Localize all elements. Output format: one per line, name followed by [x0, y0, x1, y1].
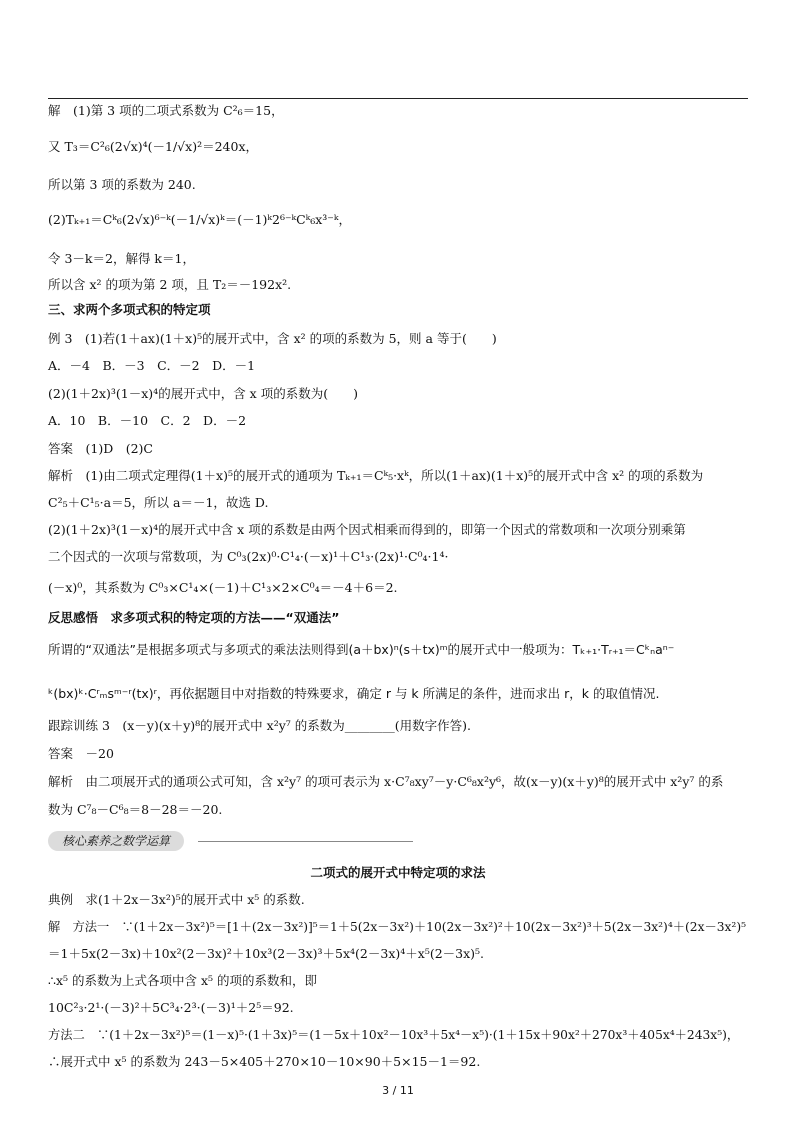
banner-rule: [198, 841, 413, 842]
page-number: 3 / 11: [382, 1084, 414, 1097]
method1-line-4: 10C²₃·2¹·(－3)²＋5C³₄·2³·(－3)¹＋2⁵＝92.: [48, 1000, 294, 1015]
document-page: [48, 0, 748, 1122]
solution-line-3: 所以第 3 项的系数为 240.: [48, 177, 196, 192]
example3-question-2: (2)(1＋2x)³(1－x)⁴的展开式中，含 x 项的系数为( ): [48, 386, 358, 401]
solution-line-4: (2)Tₖ₊₁＝Cᵏ₆(2√x)⁶⁻ᵏ(－1/√x)ᵏ＝(－1)ᵏ2⁶⁻ᵏCᵏ₆x³⁻ᵏ，: [48, 212, 351, 227]
example3-question-1: 例 3 (1)若(1＋ax)(1＋x)⁵的展开式中，含 x² 的项的系数为 5，则 a 等于( ): [48, 331, 497, 346]
core-literacy-banner: 核心素养之数学运算: [48, 831, 184, 851]
practice3-analysis-2: 数为 C⁷₈－C⁶₈＝8－28＝－20.: [48, 802, 223, 817]
special-title: 二项式的展开式中特定项的求法: [310, 865, 486, 880]
practice3-analysis-1: 解析 由二项展开式的通项公式可知，含 x²y⁷ 的项可表示为 x·C⁷₈xy⁷－y·C⁶₈x²y⁶，故(x－y)(x＋y)⁸的展开式中 x²y⁷ 的系: [48, 774, 724, 789]
reflection-body-2: ᵏ(bx)ᵏ·Cʳₘsᵐ⁻ʳ(tx)ʳ，再依据题目中对指数的特殊要求，确定 r 与 k 所满足的条件，进而求出 r，k 的取值情况.: [48, 686, 660, 701]
method1-line-2: ＝1＋5x(2－3x)＋10x²(2－3x)²＋10x³(2－3x)³＋5x⁴(2－3x)⁴＋x⁵(2－3x)⁵.: [48, 946, 485, 961]
example3-analysis-1: 解析 (1)由二项式定理得(1＋x)⁵的展开式的通项为 Tₖ₊₁＝Cᵏ₅·xᵏ，所以(1＋ax)(1＋x)⁵的展开式中含 x² 的项的系数为: [48, 468, 704, 483]
solution-line-2: 又 T₃＝C²₆(2√x)⁴(－1/√x)²＝240x，: [48, 139, 258, 154]
example3-options-2: A．10 B．－10 C．2 D．－2: [48, 413, 247, 428]
example3-analysis-2: C²₅＋C¹₅·a＝5，所以 a＝－1，故选 D.: [48, 495, 269, 510]
solution-line-5: 令 3－k＝2，解得 k＝1，: [48, 251, 195, 266]
practice3-question: 跟踪训练 3 (x－y)(x＋y)⁸的展开式中 x²y⁷ 的系数为________(用数字作答).: [48, 718, 471, 733]
method1-line-1: 解 方法一 ∵(1＋2x－3x²)⁵＝[1＋(2x－3x²)]⁵＝1＋5(2x－3x²)＋10(2x－3x²)²＋10(2x－3x²)³＋5(2x－3x²)⁴＋(2x－3x²)⁵: [48, 920, 747, 934]
solution-line-6: 所以含 x² 的项为第 2 项，且 T₂＝－192x².: [48, 277, 292, 292]
method1-line-3: ∴x⁵ 的系数为上式各项中含 x⁵ 的项的系数和，即: [48, 973, 317, 988]
method2-line-1: 方法二 ∵(1＋2x－3x²)⁵＝(1－x)⁵·(1＋3x)⁵＝(1－5x＋10x²－10x³＋5x⁴－x⁵)·(1＋15x＋90x²＋270x³＋405x⁴＋243x⁵)，: [48, 1028, 740, 1042]
section-heading: 三、求两个多项式积的特定项: [48, 302, 211, 317]
method2-line-2: ∴展开式中 x⁵ 的系数为 243－5×405＋270×10－10×90＋5×15－1＝92.: [48, 1054, 481, 1069]
solution-line-1: 解 (1)第 3 项的二项式系数为 C²₆＝15，: [48, 103, 284, 118]
example3-analysis-3: (2)(1＋2x)³(1－x)⁴的展开式中含 x 项的系数是由两个因式相乘而得到的，即第一个因式的常数项和一次项分别乘第: [48, 522, 686, 537]
special-example: 典例 求(1＋2x－3x²)⁵的展开式中 x⁵ 的系数.: [48, 892, 305, 907]
example3-options-1: A．－4 B．－3 C．－2 D．－1: [48, 358, 256, 373]
example3-analysis-5: (－x)⁰，其系数为 C⁰₃×C¹₄×(－1)＋C¹₃×2×C⁰₄＝－4＋6＝2.: [48, 580, 398, 595]
example3-answer: 答案 (1)D (2)C: [48, 441, 153, 456]
header-rule: [48, 98, 748, 99]
example3-analysis-4: 二个因式的一次项与常数项，为 C⁰₃(2x)⁰·C¹₄·(－x)¹＋C¹₃·(2x)¹·C⁰₄·1⁴·: [48, 549, 449, 564]
practice3-answer: 答案 －20: [48, 746, 114, 761]
reflection-title: 反思感悟 求多项式积的特定项的方法——“双通法”: [48, 610, 340, 625]
reflection-body-1: 所谓的“双通法”是根据多项式与多项式的乘法法则得到(a＋bx)ⁿ(s＋tx)ᵐ的展开式中一般项为：Tₖ₊₁·Tᵣ₊₁＝Cᵏₙaⁿ⁻: [48, 642, 675, 657]
